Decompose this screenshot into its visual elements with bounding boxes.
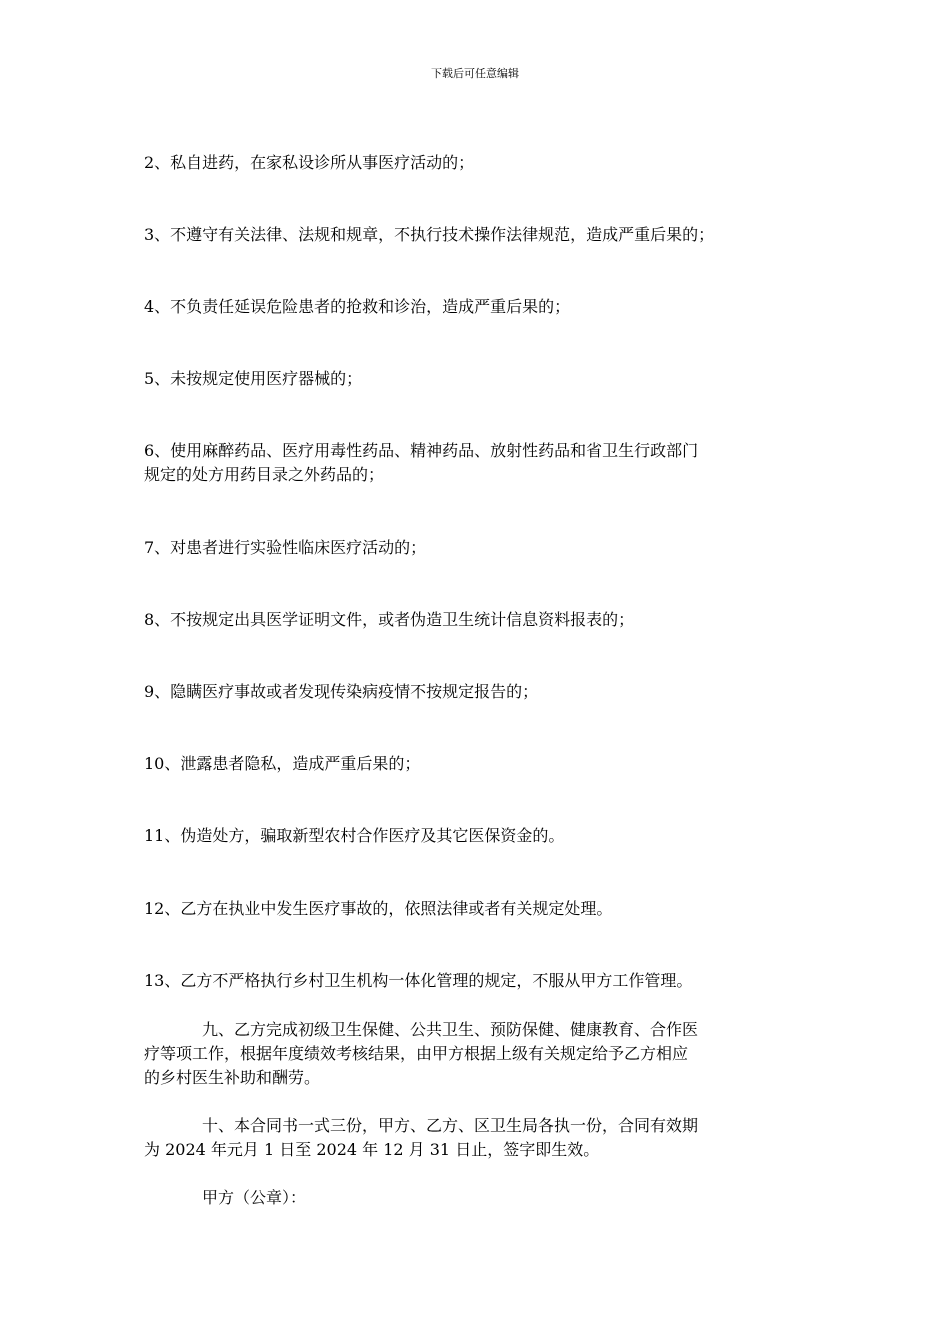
paragraph-ten [144, 1114, 808, 1162]
page-header: 下载后可任意编辑 [431, 67, 519, 80]
paragraph-nine-line-2: 疗等项工作，根据年度绩效考核结果，由甲方根据上级有关规定给予乙方相应 [144, 1044, 689, 1063]
clause-item-5: 5、未按规定使用医疗器械的； [144, 369, 363, 388]
clause-item-11: 11、伪造处方，骗取新型农村合作医疗及其它医保资金的。 [144, 826, 565, 845]
paragraph-ten-line-2: 为 2024 年元月 1 日至 2024 年 12 月 31 日止，签字即生效。 [144, 1140, 600, 1159]
clause-item-13: 13、乙方不严格执行乡村卫生机构一体化管理的规定，不服从甲方工作管理。 [144, 971, 693, 990]
paragraph-nine-line-1: 九、乙方完成初级卫生保健、公共卫生、预防保健、健康教育、合作医 [202, 1020, 699, 1039]
clause-item-6-line-1: 6、使用麻醉药品、医疗用毒性药品、精神药品、放射性药品和省卫生行政部门 [144, 441, 699, 460]
clause-item-8: 8、不按规定出具医学证明文件，或者伪造卫生统计信息资料报表的； [144, 610, 635, 629]
clause-item-4: 4、不负责任延误危险患者的抢救和诊治，造成严重后果的； [144, 297, 571, 316]
paragraph-ten-line-1: 十、本合同书一式三份，甲方、乙方、区卫生局各执一份，合同有效期 [202, 1116, 699, 1135]
clause-item-3: 3、不遵守有关法律、法规和规章，不执行技术操作法律规范，造成严重后果的； [144, 225, 715, 244]
clause-item-12: 12、乙方在执业中发生医疗事故的，依照法律或者有关规定处理。 [144, 899, 613, 918]
clause-item-9: 9、隐瞒医疗事故或者发现传染病疫情不按规定报告的； [144, 682, 539, 701]
party-a-seal-label: 甲方（公章）： [202, 1188, 307, 1207]
clause-item-6 [144, 439, 814, 487]
clause-item-10: 10、泄露患者隐私，造成严重后果的； [144, 754, 421, 773]
clause-item-7: 7、对患者进行实验性临床医疗活动的； [144, 538, 427, 557]
clause-item-6-line-2: 规定的处方用药目录之外药品的； [144, 465, 385, 484]
paragraph-nine [144, 1018, 808, 1090]
paragraph-nine-line-3: 的乡村医生补助和酬劳。 [144, 1068, 321, 1087]
clause-item-2: 2、私自进药，在家私设诊所从事医疗活动的； [144, 153, 475, 172]
party-a-seal-line [144, 1186, 808, 1210]
